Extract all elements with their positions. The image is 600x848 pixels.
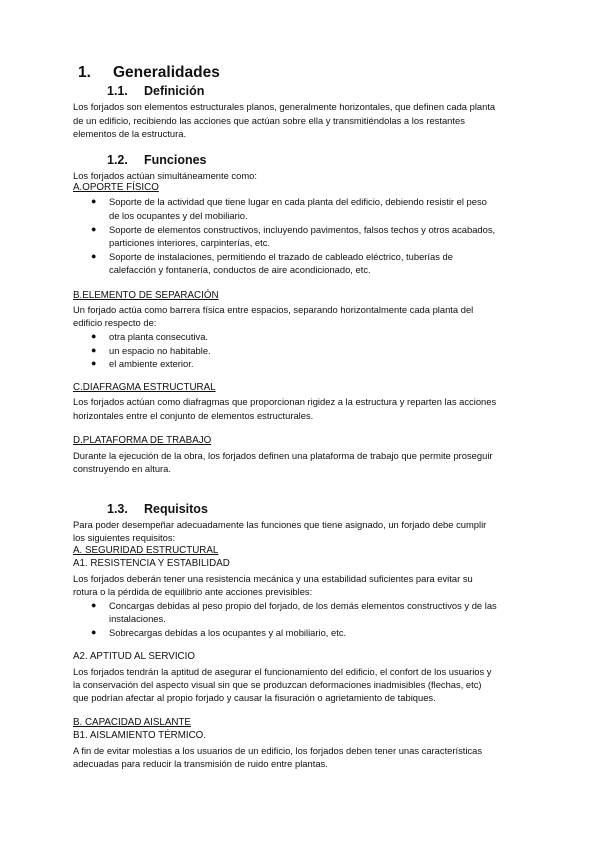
subheading-b: B. CAPACIDAD AISLANTE: [73, 717, 191, 728]
bullet-line: otra planta consecutiva.: [109, 331, 209, 342]
subheading-a2: A2. APTITUD AL SERVICIO: [73, 651, 195, 662]
heading-1-2-number: 1.2.: [107, 153, 128, 167]
paragraph-line: elementos de la estructura.: [73, 128, 187, 139]
bullet-line: el ambiente exterior.: [109, 358, 194, 369]
paragraph-line: los siguientes requisitos:: [73, 532, 176, 543]
heading-1-3-number: 1.3.: [107, 502, 128, 516]
paragraph-line: que podrían afectar al propio forjado y causar la fisuración o agrietamiento de tabiques.: [73, 692, 436, 703]
subheading-a1: A1. RESISTENCIA Y ESTABILIDAD: [73, 558, 230, 569]
paragraph-line: Los forjados actúan simultáneamente como:: [73, 170, 257, 181]
bullet-dot: ●: [91, 345, 97, 355]
bullet-line: Concargas debidas al peso propio del forjado, de los demás elementos constructivos y de las: [109, 600, 497, 611]
paragraph-line: Para poder desempeñar adecuadamente las funciones que tiene asignado, un forjado debe cumplir: [73, 519, 487, 530]
heading-1-title: Generalidades: [113, 64, 220, 81]
bullet-dot: ●: [91, 251, 97, 261]
subheading-b: B.ELEMENTO DE SEPARACIÓN: [73, 290, 219, 301]
subheading-b1: B1. AISLAMIENTO TÉRMICO.: [73, 730, 207, 741]
bullet-dot: ●: [91, 627, 97, 637]
heading-1-3-title: Requisitos: [144, 502, 208, 516]
paragraph-line: adecuadas para reducir la transmisión de ruido entre plantas.: [73, 758, 328, 769]
bullet-dot: ●: [91, 224, 97, 234]
bullet-dot: ●: [91, 331, 97, 341]
bullet-line: Soporte de instalaciones, permitiendo el trazado de cableado eléctrico, tuberías de: [109, 251, 453, 262]
paragraph-line: de un edificio, recibiendo las acciones que actúan sobre ella y transmitiéndolas a los restantes: [73, 115, 465, 126]
paragraph-line: Un forjado actúa como barrera física entre espacios, separando horizontalmente cada planta del: [73, 304, 474, 315]
bullet-line: un espacio no habitable.: [109, 345, 211, 356]
bullet-dot: ●: [91, 196, 97, 206]
bullet-line: de los ocupantes y del mobiliario.: [109, 210, 248, 221]
paragraph-line: edificio respecto de:: [73, 317, 157, 328]
bullet-line: Soporte de elementos constructivos, incluyendo pavimentos, falsos techos y otros acabados,: [109, 224, 496, 235]
heading-1-2-title: Funciones: [144, 153, 207, 167]
heading-1-1-number: 1.1.: [107, 84, 128, 98]
paragraph-line: construyendo en altura.: [73, 463, 171, 474]
bullet-dot: ●: [91, 600, 97, 610]
bullet-dot: ●: [91, 358, 97, 368]
paragraph-line: rotura o la pérdida de equilibrio ante acciones previsibles:: [73, 586, 313, 597]
subheading-d: D.PLATAFORMA DE TRABAJO: [73, 435, 212, 446]
paragraph-line: Los forjados tendrán la aptitud de asegurar el funcionamiento del edificio, el confort de los usuarios y: [73, 666, 492, 677]
bullet-line: calefacción y fontanería, conductos de aire acondicionado, etc.: [109, 264, 371, 275]
bullet-line: instalaciones.: [109, 613, 166, 624]
paragraph-line: Durante la ejecución de la obra, los forjados definen una plataforma de trabajo que permite proseguir: [73, 450, 493, 461]
paragraph-line: Los forjados actúan como diafragmas que proporcionan rigidez a la estructura y reparten las acciones: [73, 396, 497, 407]
subheading-c: C.DIAFRAGMA ESTRUCTURAL: [73, 382, 216, 393]
paragraph-line: Los forjados son elementos estructurales planos, generalmente horizontales, que definen cada planta: [73, 101, 496, 112]
heading-1-number: 1.: [78, 64, 91, 81]
heading-1-1-title: Definición: [144, 84, 205, 98]
paragraph-line: A fin de evitar molestias a los usuarios de un edificio, los forjados deben tener unas características: [73, 745, 483, 756]
subheading-a: A. SEGURIDAD ESTRUCTURAL: [73, 545, 219, 556]
bullet-line: Sobrecargas debidas a los ocupantes y al mobiliario, etc.: [109, 627, 347, 638]
subheading-a: A.OPORTE FÍSICO: [73, 182, 159, 193]
paragraph-line: la conservación del aspecto visual sin que se produzcan deformaciones inadmisibles (flechas, etc): [73, 679, 482, 690]
bullet-line: Soporte de la actividad que tiene lugar en cada planta del edificio, debiendo resistir el peso: [109, 196, 487, 207]
paragraph-line: Los forjados deberán tener una resistencia mecánica y una estabilidad suficientes para evitar su: [73, 573, 473, 584]
bullet-line: particiones interiores, carpinterías, etc.: [109, 237, 271, 248]
paragraph-line: horizontales entre el conjunto de elementos estructurales.: [73, 410, 314, 421]
